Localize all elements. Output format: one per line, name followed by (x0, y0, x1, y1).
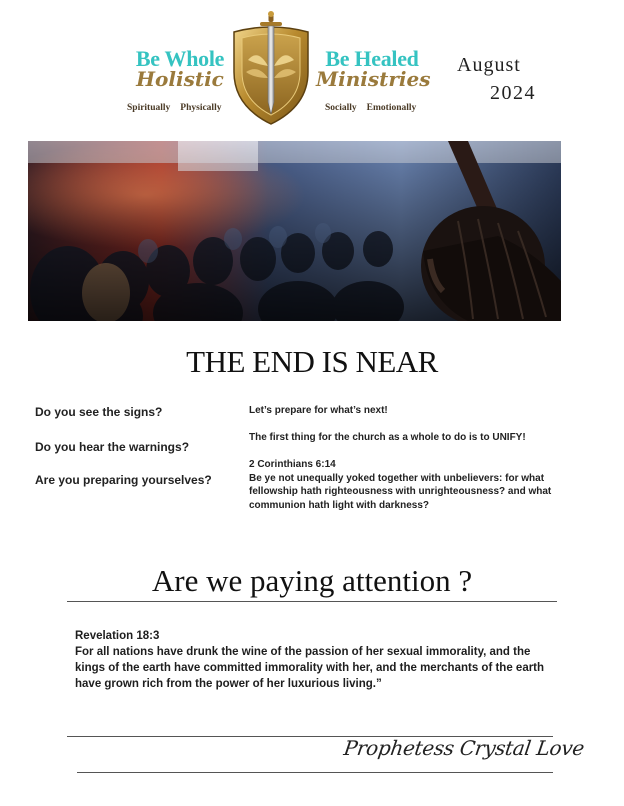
worship-crowd-photo (28, 141, 561, 321)
issue-month: August (457, 54, 521, 76)
question-signs: Do you see the signs? (35, 405, 163, 419)
headline: THE END IS NEAR (186, 344, 438, 379)
signature: Prophetess Crystal Love (342, 736, 586, 760)
verse-text: For all nations have drunk the wine of the passion of her sexual immorality, and the kings of the earth have committed immorality with her, and the merchants of the earth have grown rich from the power of her luxurious living.” (75, 646, 545, 690)
tag-spiritually: Spiritually (127, 103, 171, 113)
question-preparing: Are you preparing yourselves? (35, 473, 212, 487)
verse-ref: Revelation 18:3 (75, 630, 160, 642)
subhead: Are we paying attention ? (151, 563, 473, 598)
tags-left (127, 103, 221, 113)
brand-be-healed: Be Healed (325, 46, 419, 71)
signature-line-bottom (77, 772, 553, 773)
scripture-block (249, 458, 579, 512)
brand-ministries: Ministries (316, 67, 431, 91)
tag-physically: Physically (180, 103, 222, 113)
tag-socially: Socially (325, 103, 357, 113)
brand-right (316, 46, 431, 91)
tags-right (325, 103, 416, 113)
tag-emotionally: Emotionally (366, 103, 417, 113)
scripture-ref: 2 Corinthians 6:14 (249, 459, 336, 470)
shield-sword-crest-icon (228, 10, 314, 132)
verse-block (75, 628, 555, 692)
divider (67, 601, 557, 602)
body-prepare: Let’s prepare for what’s next! (249, 405, 388, 416)
question-warnings: Do you hear the warnings? (35, 440, 190, 454)
brand-left (128, 48, 232, 89)
issue-year: 2024 (490, 82, 536, 104)
brand-be-whole: Be Whole (135, 46, 225, 71)
scripture-text: Be ye not unequally yoked together with unbelievers: for what fellowship hath righteousness with unrighteousness? and what communion hath light with darkness? (249, 472, 552, 511)
body-unify: The first thing for the church as a whole to do is to UNIFY! (249, 432, 526, 443)
brand-holistic: Holistic (136, 67, 224, 91)
